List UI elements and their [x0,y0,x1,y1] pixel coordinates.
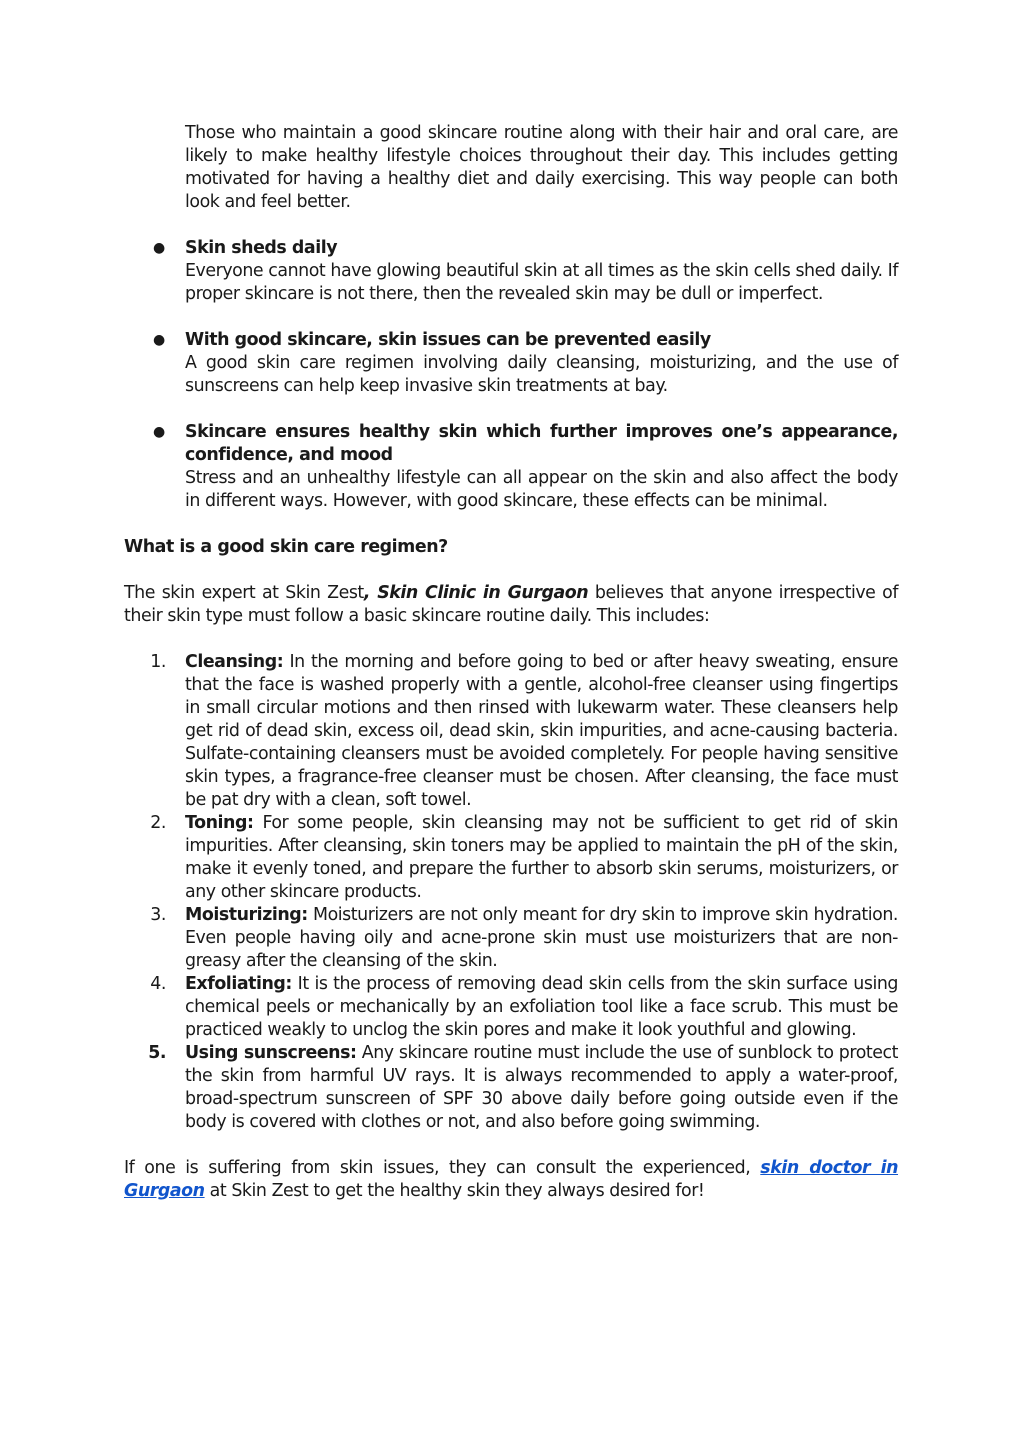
step-number: 2. [150,813,166,833]
bullet-body: Everyone cannot have glowing beautiful skin at all times as the skin cells shed daily. If proper skincare is not there, then the revealed skin may be dull or imperfect. [185,261,898,304]
bullet-item [124,237,898,306]
step-text: In the morning and before going to bed or after heavy sweating, ensure that the face is washed properly with a gentle, alcohol-free cleanser using fingertips in small circular motions and then rinsed with lukewarm water. These cleansers help get rid of dead skin, excess oil, dead skin, skin impurities, and acne-causing bacteria. Sulfate-containing cleansers must be avoided completely. For people having sensitive skin types, a fragrance-free cleanser must be chosen. After cleansing, the face must be pat dry with a clean, soft towel. [185,652,898,810]
step-item-toning [124,812,898,904]
bullet-title: Skincare ensures healthy skin which further improves one’s appearance, confidence, and mood [185,422,898,465]
step-text: It is the process of removing dead skin cells from the skin surface using chemical peels or mechanically by an exfoliation tool like a face scrub. This must be practiced weakly to unclog the skin pores and make it look youthful and glowing. [185,974,898,1040]
step-label: Using sunscreens: [185,1043,357,1063]
expert-paragraph [124,582,898,628]
step-label: Cleansing: [185,652,284,672]
step-label: Exfoliating: [185,974,292,994]
step-number: 3. [150,905,166,925]
step-label: Toning: [185,813,254,833]
step-label: Moisturizing: [185,905,308,925]
skin-doctor-link[interactable]: skin doctor in Gurgaon [124,1158,899,1201]
bullet-icon: ● [153,240,165,256]
bullet-item [124,421,898,513]
bullet-body: A good skin care regimen involving daily cleansing, moisturizing, and the use of sunscreens can help keep invasive skin treatments at bay. [185,353,898,396]
bullet-title: Skin sheds daily [185,238,338,258]
step-text: For some people, skin cleansing may not be sufficient to get rid of skin impurities. After cleansing, skin toners may be applied to maintain the pH of the skin, make it evenly toned, and prepare the further to absorb skin serums, moisturizers, or any other skincare products. [185,813,898,902]
step-item-sunscreens [124,1042,898,1134]
step-item-cleansing [124,651,898,812]
clinic-name: , Skin Clinic in Gurgaon [363,583,589,603]
step-text: Moisturizers are not only meant for dry skin to improve skin hydration. Even people having oily and acne-prone skin must use moisturizers that are non-greasy after the cleansing of the skin. [185,905,898,971]
expert-prefix: The skin expert at Skin Zest [124,583,364,603]
closing-paragraph [124,1157,898,1203]
section-heading: What is a good skin care regimen? [124,537,448,557]
step-number: 4. [150,974,166,994]
bullet-item [124,329,898,398]
step-text: Any skincare routine must include the use of sunblock to protect the skin from harmful UV rays. It is always recommended to apply a water-proof, broad-spectrum sunscreen of SPF 30 above daily before going outside even if the body is covered with clothes or not, and also before going swimming. [185,1043,898,1132]
closing-prefix: If one is suffering from skin issues, they can consult the experienced, [124,1158,761,1178]
expert-suffix: believes that anyone irrespective of their skin type must follow a basic skincare routine daily. This includes: [124,583,898,626]
document-body [124,122,898,1203]
closing-suffix: at Skin Zest to get the healthy skin they always desired for! [204,1181,705,1201]
step-item-moisturizing [124,904,898,973]
bullet-icon: ● [153,332,165,348]
step-number: 5. [148,1043,166,1063]
intro-paragraph: Those who maintain a good skincare routine along with their hair and oral care, are likely to make healthy lifestyle choices throughout their day. This includes getting motivated for having a healthy diet and daily exercising. This way people can both look and feel better. [185,123,898,212]
bullet-body: Stress and an unhealthy lifestyle can all appear on the skin and also affect the body in different ways. However, with good skincare, these effects can be minimal. [185,468,898,511]
step-item-exfoliating [124,973,898,1042]
step-number: 1. [150,652,166,672]
bullet-icon: ● [153,424,165,440]
bullet-title: With good skincare, skin issues can be prevented easily [185,330,711,350]
